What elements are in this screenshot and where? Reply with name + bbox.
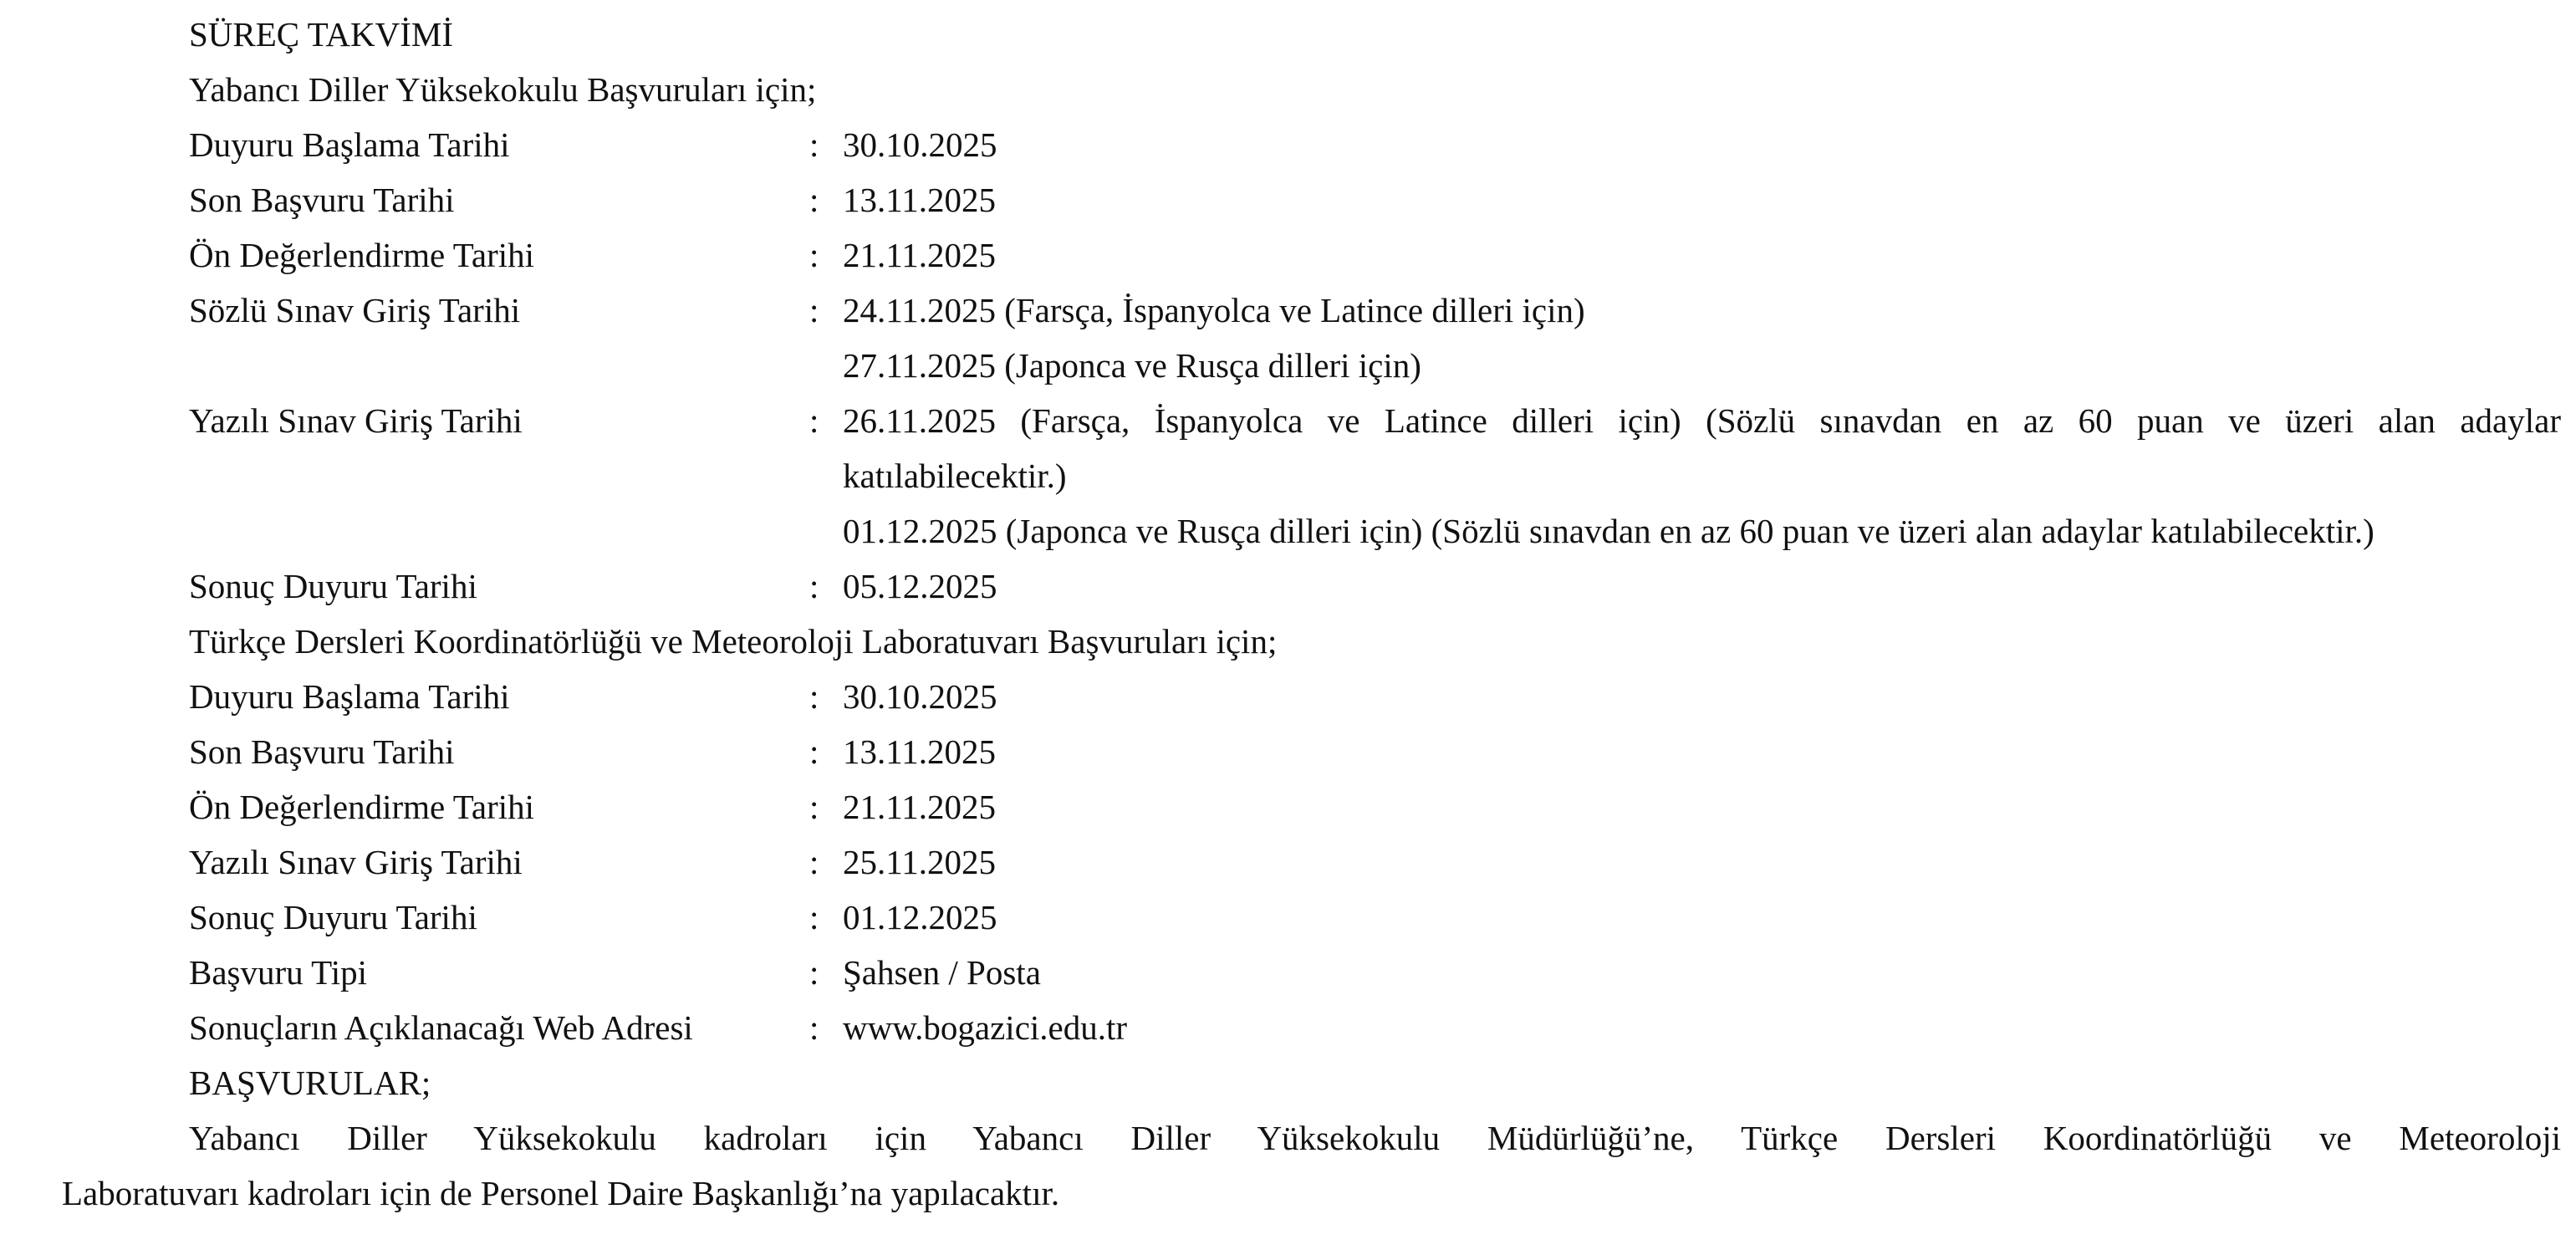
- row-label: Sonuç Duyuru Tarihi: [189, 567, 477, 605]
- row-colon: :: [809, 567, 819, 605]
- row-value: 13.11.2025: [843, 732, 996, 771]
- row-colon: :: [809, 898, 819, 936]
- row-value: 13.11.2025: [843, 181, 996, 219]
- row-label: Sonuç Duyuru Tarihi: [189, 898, 477, 936]
- row-colon: :: [809, 291, 819, 329]
- row-label: Sonuçların Açıklanacağı Web Adresi: [189, 1008, 693, 1047]
- row-value-continuation: 27.11.2025 (Japonca ve Rusça dilleri için): [843, 346, 1421, 385]
- row-value-continuation: 01.12.2025 (Japonca ve Rusça dilleri için) (Sözlü sınavdan en az 60 puan ve üzeri alan adaylar katılabilecektir.): [843, 512, 2375, 550]
- row-value: 05.12.2025: [843, 567, 997, 605]
- document-heading: SÜREÇ TAKVİMİ: [189, 15, 454, 54]
- row-value-continuation: katılabilecektir.): [843, 457, 1067, 495]
- row-colon: :: [809, 788, 819, 826]
- row-label: Son Başvuru Tarihi: [189, 732, 455, 771]
- row-colon: :: [809, 125, 819, 164]
- row-colon: :: [809, 732, 819, 771]
- row-value: www.bogazici.edu.tr: [843, 1008, 1128, 1047]
- row-value: 25.11.2025: [843, 843, 996, 881]
- row-label: Son Başvuru Tarihi: [189, 181, 455, 219]
- row-colon: :: [809, 181, 819, 219]
- row-label: Sözlü Sınav Giriş Tarihi: [189, 291, 521, 329]
- section-title-yabanci-diller: Yabancı Diller Yüksekokulu Başvuruları için;: [189, 70, 817, 109]
- row-value: 24.11.2025 (Farsça, İspanyolca ve Latince dilleri için): [843, 291, 1585, 329]
- row-value: 30.10.2025: [843, 677, 997, 716]
- row-label: Ön Değerlendirme Tarihi: [189, 788, 535, 826]
- row-value: 26.11.2025 (Farsça, İspanyolca ve Latince dilleri için) (Sözlü sınavdan en az 60 puan ve üzeri alan adaylar: [843, 401, 2561, 440]
- row-label: Duyuru Başlama Tarihi: [189, 125, 510, 164]
- row-colon: :: [809, 677, 819, 716]
- row-value: 21.11.2025: [843, 788, 996, 826]
- row-label: Yazılı Sınav Giriş Tarihi: [189, 401, 523, 440]
- row-value: 30.10.2025: [843, 125, 997, 164]
- applications-paragraph-line: Laboratuvarı kadroları için de Personel Daire Başkanlığı’na yapılacaktır.: [62, 1174, 1060, 1212]
- row-colon: :: [809, 843, 819, 881]
- row-value: 01.12.2025: [843, 898, 997, 936]
- row-label: Ön Değerlendirme Tarihi: [189, 236, 535, 274]
- row-label: Yazılı Sınav Giriş Tarihi: [189, 843, 523, 881]
- row-label: Başvuru Tipi: [189, 953, 368, 992]
- row-value: 21.11.2025: [843, 236, 996, 274]
- applications-paragraph-line: Yabancı Diller Yüksekokulu kadroları için Yabancı Diller Yüksekokulu Müdürlüğü’ne, Türkçe Dersleri Koordinatörlüğü ve Meteoroloji: [189, 1119, 2561, 1157]
- applications-heading: BAŞVURULAR;: [189, 1064, 431, 1102]
- row-colon: :: [809, 401, 819, 440]
- row-value: Şahsen / Posta: [843, 953, 1041, 992]
- section-title-turkce-meteoroloji: Türkçe Dersleri Koordinatörlüğü ve Meteoroloji Laboratuvarı Başvuruları için;: [189, 622, 1278, 661]
- row-colon: :: [809, 1008, 819, 1047]
- row-label: Duyuru Başlama Tarihi: [189, 677, 510, 716]
- row-colon: :: [809, 953, 819, 992]
- row-colon: :: [809, 236, 819, 274]
